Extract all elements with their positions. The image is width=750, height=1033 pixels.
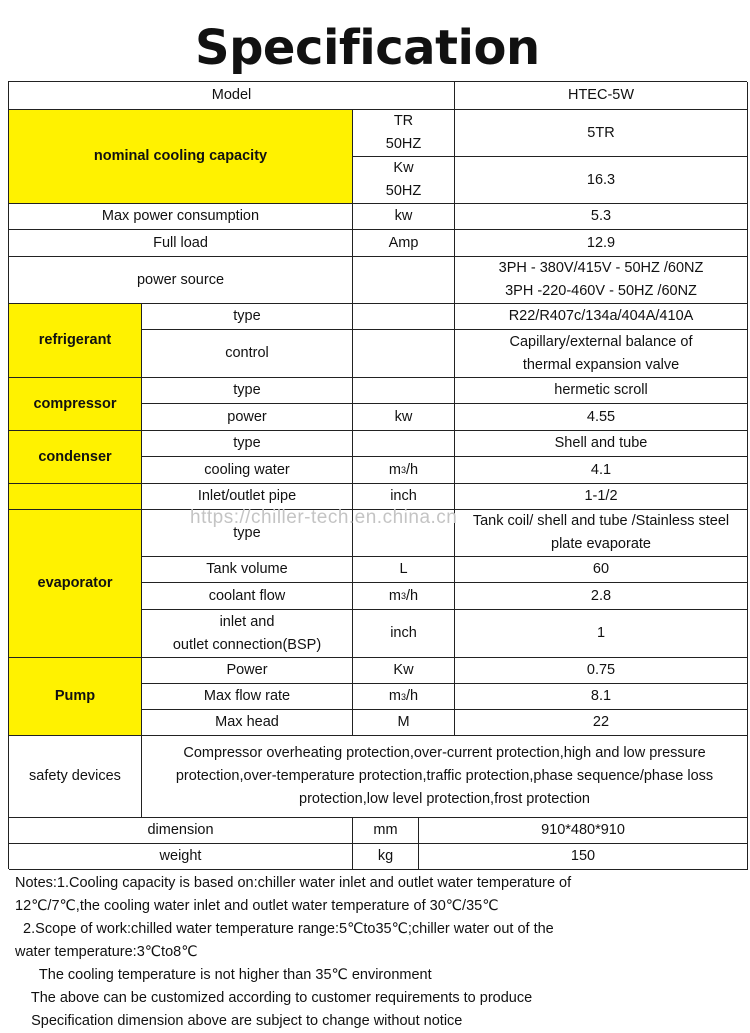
- note-line: The above can be customized according to customer requirements to produce: [15, 990, 533, 1006]
- evaporator-type-unit: [353, 510, 455, 557]
- cooling-water-unit-base: m: [388, 461, 401, 478]
- power-source-label: power source: [9, 257, 353, 304]
- ncc-unit-tr-b: 50HZ: [385, 136, 422, 152]
- note-line: Specification dimension above are subject to change without notice: [15, 1013, 463, 1029]
- tank-volume-label: Tank volume: [142, 557, 353, 583]
- power-source-value: [455, 257, 748, 304]
- max-power-value: 5.3: [455, 204, 748, 230]
- power-source-line2: 3PH -220-460V - 50HZ /60NZ: [505, 283, 697, 299]
- connection-value: 1: [455, 610, 748, 658]
- full-load-unit: Amp: [353, 230, 455, 257]
- evaporator-type-line2: plate evaporate: [551, 536, 651, 552]
- pipe-yellow-cell: [9, 484, 142, 510]
- pump-power-unit: Kw: [353, 658, 455, 684]
- max-power-unit: kw: [353, 204, 455, 230]
- refrigerant-control-label: control: [142, 330, 353, 378]
- condenser-type-label: type: [142, 431, 353, 457]
- weight-label: weight: [9, 844, 353, 870]
- model-value: HTEC-5W: [455, 82, 748, 110]
- coolant-flow-unit-tail: /h: [406, 587, 419, 604]
- ncc-unit-kw: [353, 157, 455, 204]
- tank-volume-unit: L: [353, 557, 455, 583]
- safety-line3: protection,low level protection,frost protection: [299, 791, 590, 807]
- condenser-type-unit: [353, 431, 455, 457]
- dimension-unit: mm: [353, 818, 419, 844]
- pump-power-label: Power: [142, 658, 353, 684]
- refrigerant-control-line2: thermal expansion valve: [522, 356, 680, 373]
- weight-value: 150: [419, 844, 748, 870]
- pump-power-value: 0.75: [455, 658, 748, 684]
- coolant-flow-unit-base: m: [388, 587, 401, 604]
- connection-label: [142, 610, 353, 658]
- ncc-unit-kw-a: Kw: [393, 160, 414, 176]
- pipe-value: 1-1/2: [455, 484, 748, 510]
- compressor-power-label: power: [142, 404, 353, 431]
- model-label: Model: [9, 82, 455, 110]
- coolant-flow-unit: m 3 /h: [353, 583, 455, 610]
- refrigerant-label: refrigerant: [9, 304, 142, 378]
- refrigerant-control-value: [455, 330, 748, 378]
- cooling-water-value: 4.1: [455, 457, 748, 484]
- ncc-unit-kw-b: 50HZ: [385, 183, 422, 199]
- pump-head-unit: M: [353, 710, 455, 736]
- dimension-label: dimension: [9, 818, 353, 844]
- condenser-label: condenser: [9, 431, 142, 484]
- pump-head-value: 22: [455, 710, 748, 736]
- compressor-type-value: hermetic scroll: [455, 378, 748, 404]
- refrigerant-control-unit: [353, 330, 455, 378]
- compressor-power-value: 4.55: [455, 404, 748, 431]
- pump-flow-unit-tail: /h: [406, 688, 419, 704]
- pump-label: Pump: [9, 658, 142, 736]
- pump-flow-unit: m 3 /h: [353, 684, 455, 710]
- ncc-value-kw: 16.3: [455, 157, 748, 204]
- evaporator-type-label: type: [142, 510, 353, 557]
- pump-flow-value: 8.1: [455, 684, 748, 710]
- safety-line2: protection,over-temperature protection,traffic protection,phase sequence/phase loss: [175, 768, 714, 784]
- refrigerant-control-line1: Capillary/external balance of: [509, 333, 693, 350]
- spec-table: [8, 81, 747, 869]
- connection-label-line1: inlet and: [219, 613, 275, 630]
- ncc-value-tr: 5TR: [455, 110, 748, 157]
- pipe-unit: inch: [353, 484, 455, 510]
- cooling-water-label: cooling water: [142, 457, 353, 484]
- note-line: Notes:1.Cooling capacity is based on:chiller water inlet and outlet water temperature of: [15, 875, 572, 891]
- pump-head-label: Max head: [142, 710, 353, 736]
- pipe-label: Inlet/outlet pipe: [142, 484, 353, 510]
- evaporator-label: evaporator: [9, 510, 142, 658]
- ncc-unit-tr: [353, 110, 455, 157]
- compressor-type-unit: [353, 378, 455, 404]
- safety-devices-value: [142, 736, 748, 818]
- dimension-value: 910*480*910: [419, 818, 748, 844]
- connection-label-line2: outlet connection(BSP): [172, 636, 322, 653]
- refrigerant-type-unit: [353, 304, 455, 330]
- coolant-flow-label: coolant flow: [142, 583, 353, 610]
- refrigerant-type-label: type: [142, 304, 353, 330]
- cooling-water-unit-tail: /h: [406, 461, 419, 478]
- compressor-power-unit: kw: [353, 404, 455, 431]
- page-title: Specification: [195, 20, 540, 76]
- evaporator-type-value: [455, 510, 748, 557]
- refrigerant-type-value: R22/R407c/134a/404A/410A: [455, 304, 748, 330]
- pump-flow-label: Max flow rate: [142, 684, 353, 710]
- safety-line1: Compressor overheating protection,over-current protection,high and low pressure: [183, 745, 706, 761]
- note-line: 12℃/7℃,the cooling water inlet and outlet water temperature of 30℃/35℃: [15, 898, 499, 914]
- tank-volume-value: 60: [455, 557, 748, 583]
- watermark-text: https://chiller-tech.en.china.cn: [190, 507, 458, 528]
- compressor-type-label: type: [142, 378, 353, 404]
- full-load-value: 12.9: [455, 230, 748, 257]
- coolant-flow-value: 2.8: [455, 583, 748, 610]
- max-power-label: Max power consumption: [9, 204, 353, 230]
- ncc-unit-tr-a: TR: [393, 113, 414, 129]
- full-load-label: Full load: [9, 230, 353, 257]
- power-source-line1: 3PH - 380V/415V - 50HZ /60NZ: [498, 260, 704, 276]
- compressor-label: compressor: [9, 378, 142, 431]
- notes-block: [15, 872, 715, 1033]
- safety-devices-label: safety devices: [9, 736, 142, 818]
- nominal-cooling-capacity-label: nominal cooling capacity: [9, 110, 353, 204]
- note-line: water temperature:3℃to8℃: [15, 944, 198, 960]
- connection-unit: inch: [353, 610, 455, 658]
- note-line: The cooling temperature is not higher than 35℃ environment: [15, 967, 432, 983]
- weight-unit: kg: [353, 844, 419, 870]
- pump-flow-unit-base: m: [388, 688, 401, 704]
- power-source-unit: [353, 257, 455, 304]
- evaporator-type-line1: Tank coil/ shell and tube /Stainless steel: [472, 513, 730, 529]
- cooling-water-unit: m 3 /h: [353, 457, 455, 484]
- condenser-type-value: Shell and tube: [455, 431, 748, 457]
- note-line: 2.Scope of work:chilled water temperature range:5℃to35℃;chiller water out of the: [15, 921, 554, 937]
